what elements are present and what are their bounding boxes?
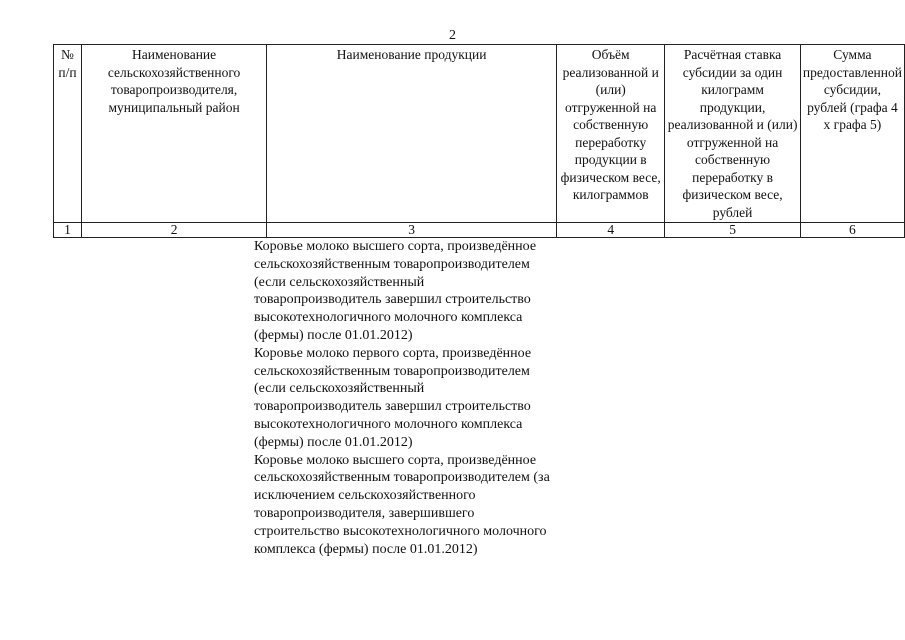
header-subsidy-sum: Сумма предоставленной субсидии, рублей (графа 4 х графа 5) bbox=[800, 45, 904, 223]
column-number-6: 6 bbox=[800, 223, 904, 238]
subsidy-table bbox=[53, 44, 905, 238]
column-numbers-row bbox=[54, 223, 905, 238]
header-product-name: Наименование продукции bbox=[267, 45, 557, 223]
header-row-number: № п/п bbox=[54, 45, 82, 223]
header-subsidy-rate: Расчётная ставка субсидии за один килограмм продукции, реализованной и (или) отгруженной на собственную переработку в физическом весе, рублей bbox=[665, 45, 801, 223]
column-number-2: 2 bbox=[81, 223, 266, 238]
header-producer: Наименование сельскохозяйственного товаропроизводителя, муниципальный район bbox=[81, 45, 266, 223]
table-header-row bbox=[54, 45, 905, 223]
product-item-1: Коровье молоко высшего сорта, произведённое сельскохозяйственным товаропроизводителем (если сельскохозяйственный товаропроизводитель завершил строительство высокотехнологичного молочного комплекса (фермы) после 01.01.2012) bbox=[254, 239, 537, 343]
product-item-3: Коровье молоко высшего сорта, произведённое сельскохозяйственным товаропроизводителем (за исключением сельскохозяйственного товаропроизводителя, завершившего строительство высокотехнологичного молочного комплекса (фермы) после 01.01.2012) bbox=[254, 452, 550, 557]
column-number-5: 5 bbox=[665, 223, 801, 238]
column-number-1: 1 bbox=[54, 223, 82, 238]
product-list bbox=[254, 238, 554, 558]
page-number: 2 bbox=[449, 28, 456, 43]
column-number-3: 3 bbox=[267, 223, 557, 238]
product-item-2: Коровье молоко первого сорта, произведённое сельскохозяйственным товаропроизводителем (если сельскохозяйственный товаропроизводитель завершил строительство высокотехнологичного молочного комплекса (фермы) после 01.01.2012) bbox=[254, 345, 532, 450]
header-volume: Объём реализованной и (или) отгруженной на собственную переработку продукции в физическом весе, килограммов bbox=[557, 45, 665, 223]
column-number-4: 4 bbox=[557, 223, 665, 238]
